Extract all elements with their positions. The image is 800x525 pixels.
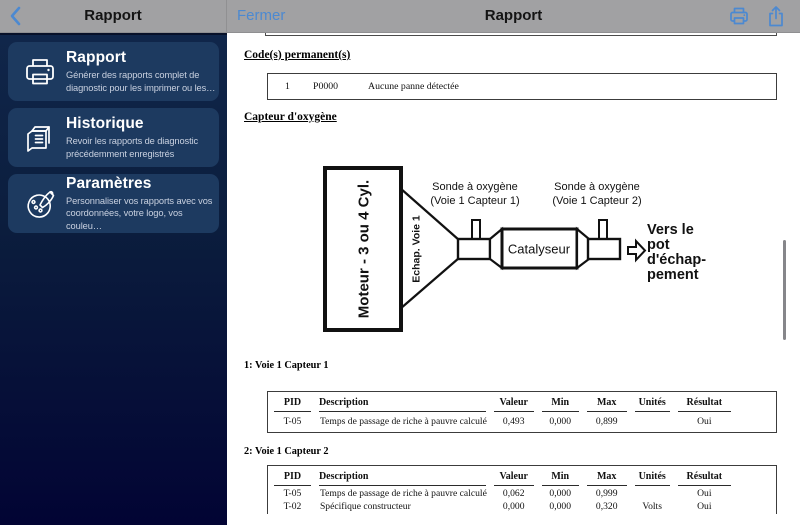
cell-pid: T-05: [283, 416, 302, 427]
outlet-label-line3: d'échap-: [647, 252, 707, 268]
cell-max: 0,999: [595, 488, 618, 499]
cell-description: Spécifique constructeur: [319, 501, 411, 512]
exhaust-pipe-bottom-line: [400, 258, 459, 309]
sensor2-label-line2: (Voie 1 Capteur 2): [552, 195, 642, 207]
col-description: Description: [319, 392, 486, 412]
col-unites: Unités: [635, 466, 670, 486]
code-row-id: P0000: [313, 81, 339, 92]
sidebar: [0, 33, 227, 525]
col-unites: Unités: [635, 392, 670, 412]
nav-action-icons: [728, 0, 788, 32]
outlet-label-line2: pot: [647, 237, 670, 253]
sidebar-item-rapport[interactable]: [8, 42, 219, 101]
table-row: [270, 486, 735, 499]
share-icon[interactable]: [766, 5, 788, 27]
sidebar-item-description: Revoir les rapports de diagnostic précédemment enregistrés: [66, 136, 199, 159]
cell-pid: T-05: [283, 488, 302, 499]
sensor2-table: [267, 465, 777, 514]
page-title: Rapport: [484, 7, 543, 24]
sidebar-item-title: Paramètres: [66, 175, 152, 193]
sidebar-nav-title: Rapport: [84, 7, 142, 24]
cell-unites: [631, 412, 674, 427]
sidebar-item-description: Générer des rapports complet de diagnostic pour les imprimer ou les…: [66, 70, 216, 93]
table-header-row: [270, 466, 735, 486]
oxygen-sensor-diagram: [227, 163, 800, 355]
col-description: Description: [319, 466, 486, 486]
nav-right-section: [227, 0, 800, 32]
close-button[interactable]: Fermer: [237, 7, 286, 24]
col-resultat: Résultat: [678, 392, 731, 412]
sidebar-item-text: [62, 175, 218, 231]
sensor1-table-heading: 1: Voie 1 Capteur 1: [244, 360, 329, 371]
permanent-codes-heading: Code(s) permanent(s): [244, 49, 351, 61]
sensor2-table-heading: 2: Voie 1 Capteur 2: [244, 446, 329, 457]
sidebar-item-parametres[interactable]: [8, 174, 219, 233]
report-document-view[interactable]: [227, 33, 800, 525]
cell-description: Temps de passage de riche à pauvre calculé: [319, 488, 487, 499]
nav-left-section: [0, 0, 227, 32]
sensor1-label-line1: Sonde à oxygène: [432, 181, 518, 193]
outlet-label-line1: Vers le: [647, 222, 694, 238]
sensor1-table: [267, 391, 777, 433]
sidebar-item-title: Rapport: [66, 49, 127, 67]
cell-max: 0,899: [595, 416, 618, 427]
engine-label: Moteur - 3 ou 4 Cyl.: [355, 179, 373, 319]
col-min: Min: [542, 392, 579, 412]
col-valeur: Valeur: [494, 392, 534, 412]
sidebar-item-text: [62, 49, 218, 93]
sensor1-pipe-box: [458, 239, 490, 259]
catalyst-label: Catalyseur: [507, 241, 571, 257]
cell-valeur: 0,000: [502, 501, 525, 512]
outlet-arrow-icon: [628, 241, 645, 260]
col-max: Max: [587, 392, 627, 412]
cell-valeur: 0,493: [502, 416, 525, 427]
sensor1-label-line2: (Voie 1 Capteur 1): [430, 195, 520, 207]
table-row: [270, 412, 735, 427]
col-min: Min: [542, 466, 579, 486]
code-row-number: 1: [285, 81, 290, 92]
col-pid: PID: [274, 392, 311, 412]
cell-resultat: Oui: [697, 488, 712, 499]
cell-min: 0,000: [549, 416, 571, 427]
cell-min: 0,000: [549, 488, 571, 499]
col-valeur: Valeur: [494, 466, 534, 486]
sidebar-item-historique[interactable]: [8, 108, 219, 167]
printer-icon: [18, 56, 62, 88]
cell-valeur: 0,062: [502, 488, 525, 499]
cell-pid: T-02: [283, 501, 302, 512]
history-documents-icon: [18, 122, 62, 154]
exhaust-label: Echap. Voie 1: [410, 215, 423, 283]
oxygen-sensor-heading: Capteur d'oxygène: [244, 111, 337, 123]
vertical-scrollbar-thumb[interactable]: [783, 240, 786, 340]
cell-min: 0,000: [549, 501, 571, 512]
print-icon[interactable]: [728, 5, 750, 27]
sensor2-label-line1: Sonde à oxygène: [554, 181, 640, 193]
catalyst-inlet-cone: [490, 229, 502, 268]
outlet-label-line4: pement: [647, 267, 699, 283]
sensor1-probe: [472, 220, 480, 239]
permanent-codes-table: [267, 73, 777, 100]
col-max: Max: [587, 466, 627, 486]
table-row-clipped: [270, 499, 735, 512]
cell-unites: [631, 486, 674, 499]
col-pid: PID: [274, 466, 311, 486]
sidebar-item-title: Historique: [66, 115, 144, 133]
clipped-table-bottom-border: [265, 33, 777, 36]
sidebar-item-text: [62, 115, 218, 159]
cell-resultat: Oui: [697, 416, 712, 427]
sensor2-probe: [599, 220, 607, 239]
cell-description: Temps de passage de riche à pauvre calculé: [319, 416, 487, 427]
palette-icon: [18, 188, 62, 220]
cell-unites: Volts: [642, 501, 662, 512]
navigation-bar: [0, 0, 800, 33]
sidebar-item-description: Personnaliser vos rapports avec vos coordonnées, votre logo, vos couleu…: [66, 196, 213, 231]
table-header-row: [270, 392, 735, 412]
code-row-description: Aucune panne détectée: [368, 81, 459, 92]
sensor2-pipe-box: [588, 239, 620, 259]
cell-max: 0,320: [595, 501, 618, 512]
col-resultat: Résultat: [678, 466, 731, 486]
cell-resultat: Oui: [697, 501, 712, 512]
